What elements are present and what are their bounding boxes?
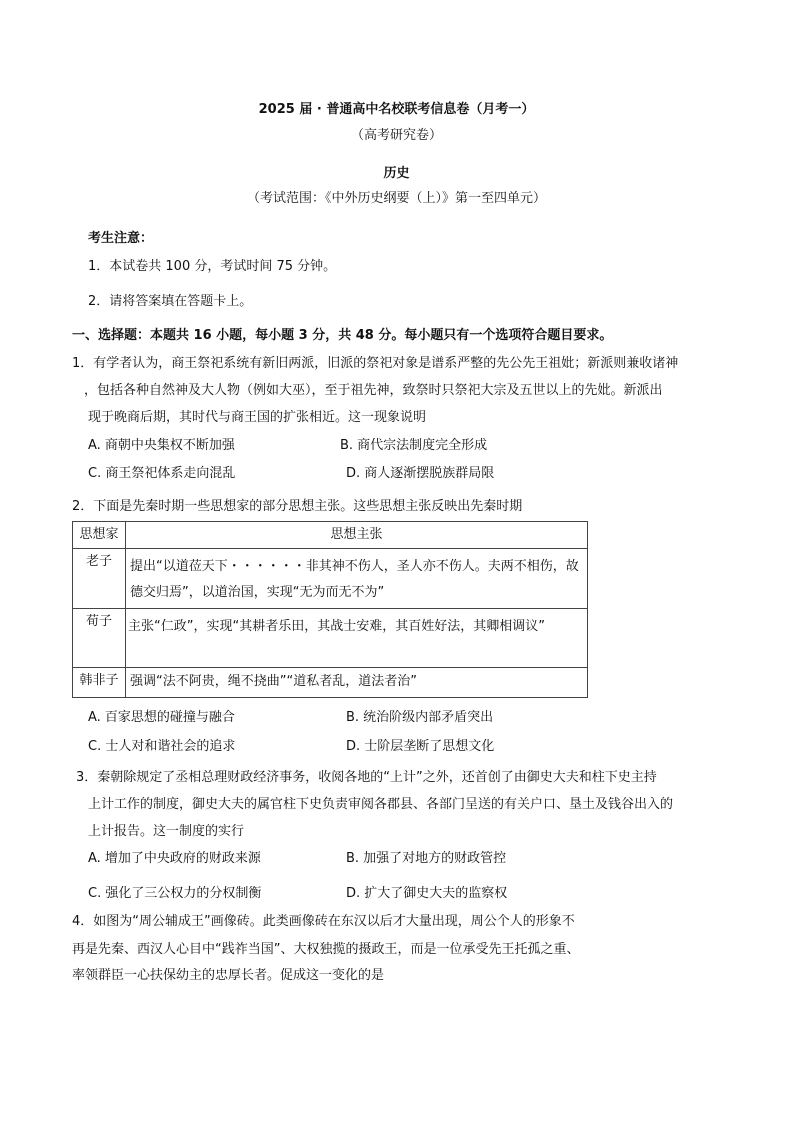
thinker-name: 荀子 [85, 614, 112, 629]
option-c[interactable]: C. 士人对和谐社会的追求 [88, 739, 236, 754]
table-header-cell: 思想主张 [126, 522, 588, 549]
thinker-view: 提出“以道莅天下・・・・・・非其神不伤人，圣人亦不伤人。夫两不相伤，故德交归焉”，以道治国，实现“无为而无不为” [130, 559, 579, 600]
option-b[interactable]: B. 统治阶级内部矛盾突出 [346, 710, 494, 725]
table-header-row [73, 522, 588, 549]
exam-scope: （考试范围：《中外历史纲要（上）》第一至四单元） [246, 191, 546, 206]
question-stem-line: 率领群臣一心扶保幼主的忠厚长者。促成这一变化的是 [72, 968, 385, 983]
option-d[interactable]: D. 扩大了御史大夫的监察权 [346, 886, 508, 901]
notice-heading: 考生注意： [88, 231, 154, 246]
option-d[interactable]: D. 士阶层垄断了思想文化 [346, 739, 495, 754]
question-stem-line: 现于晚商后期，其时代与商王国的扩张相近。这一现象说明 [88, 410, 427, 425]
option-a[interactable]: A. 百家思想的碰撞与融合 [88, 710, 235, 725]
exam-title: 2025 届 · 普通高中名校联考信息卷（月考一） [258, 102, 535, 117]
table-row [73, 668, 588, 698]
option-a[interactable]: A. 增加了中央政府的财政来源 [88, 851, 261, 866]
option-b[interactable]: B. 商代宗法制度完全形成 [340, 438, 488, 453]
question-stem-line: ，包括各种自然神及大人物（例如大巫），至于祖先神，致祭时只祭祀大宗及五世以上的先妣。新派出 [84, 383, 663, 398]
question-stem-line: 4．如图为“周公辅成王”画像砖。此类画像砖在东汉以后才大量出现，周公个人的形象不 [72, 914, 575, 929]
section-heading: 一、选择题：本题共 16 小题，每小题 3 分，共 48 分。每小题只有一个选项符合题目要求。 [72, 328, 613, 343]
question-stem-line: 1．有学者认为，商王祭祀系统有新旧两派，旧派的祭祀对象是谱系严整的先公先王祖妣；新派则兼收诸神 [72, 356, 679, 371]
option-c[interactable]: C. 强化了三公权力的分权制衡 [88, 886, 262, 901]
table-row [73, 609, 588, 668]
thinker-view: 主张“仁政”，实现“其耕者乐田，其战士安难，其百姓好法，其卿相调议” [128, 619, 545, 634]
table-row [73, 549, 588, 609]
option-a[interactable]: A. 商朝中央集权不断加强 [88, 438, 235, 453]
thinker-view: 强调“法不阿贵，绳不挠曲”“道私者乱，道法者治” [130, 674, 417, 689]
thinker-name: 韩非子 [79, 673, 119, 688]
thinker-name: 老子 [85, 554, 112, 569]
subject-title: 历史 [383, 166, 410, 181]
question-stem-line: 再是先秦、西汉人心目中“践祚当国”、大权独揽的摄政王，而是一位承受先王托孤之重、 [72, 942, 580, 957]
option-b[interactable]: B. 加强了对地方的财政管控 [346, 851, 507, 866]
question-stem-line: 3．秦朝除规定了丞相总理财政经济事务，收阅各地的“上计”之外，还首创了由御史大夫和柱下史主持 [76, 770, 657, 785]
notice-item: 2．请将答案填在答题卡上。 [88, 294, 253, 309]
question-stem-line: 上计报告。这一制度的实行 [88, 824, 245, 839]
question-stem: 2．下面是先秦时期一些思想家的部分思想主张。这些思想主张反映出先秦时期 [72, 499, 523, 514]
table-header-cell: 思想家 [73, 522, 126, 549]
thinkers-table [72, 521, 588, 698]
option-d[interactable]: D. 商人逐渐摆脱族群局限 [346, 466, 495, 481]
exam-subtitle: （高考研究卷） [350, 128, 442, 143]
option-c[interactable]: C. 商王祭祀体系走向混乱 [88, 466, 236, 481]
notice-item: 1．本试卷共 100 分，考试时间 75 分钟。 [88, 259, 337, 274]
question-stem-line: 上计工作的制度，御史大夫的属官柱下史负责审阅各郡县、各部门呈送的有关户口、垦土及钱谷出入的 [88, 797, 674, 812]
